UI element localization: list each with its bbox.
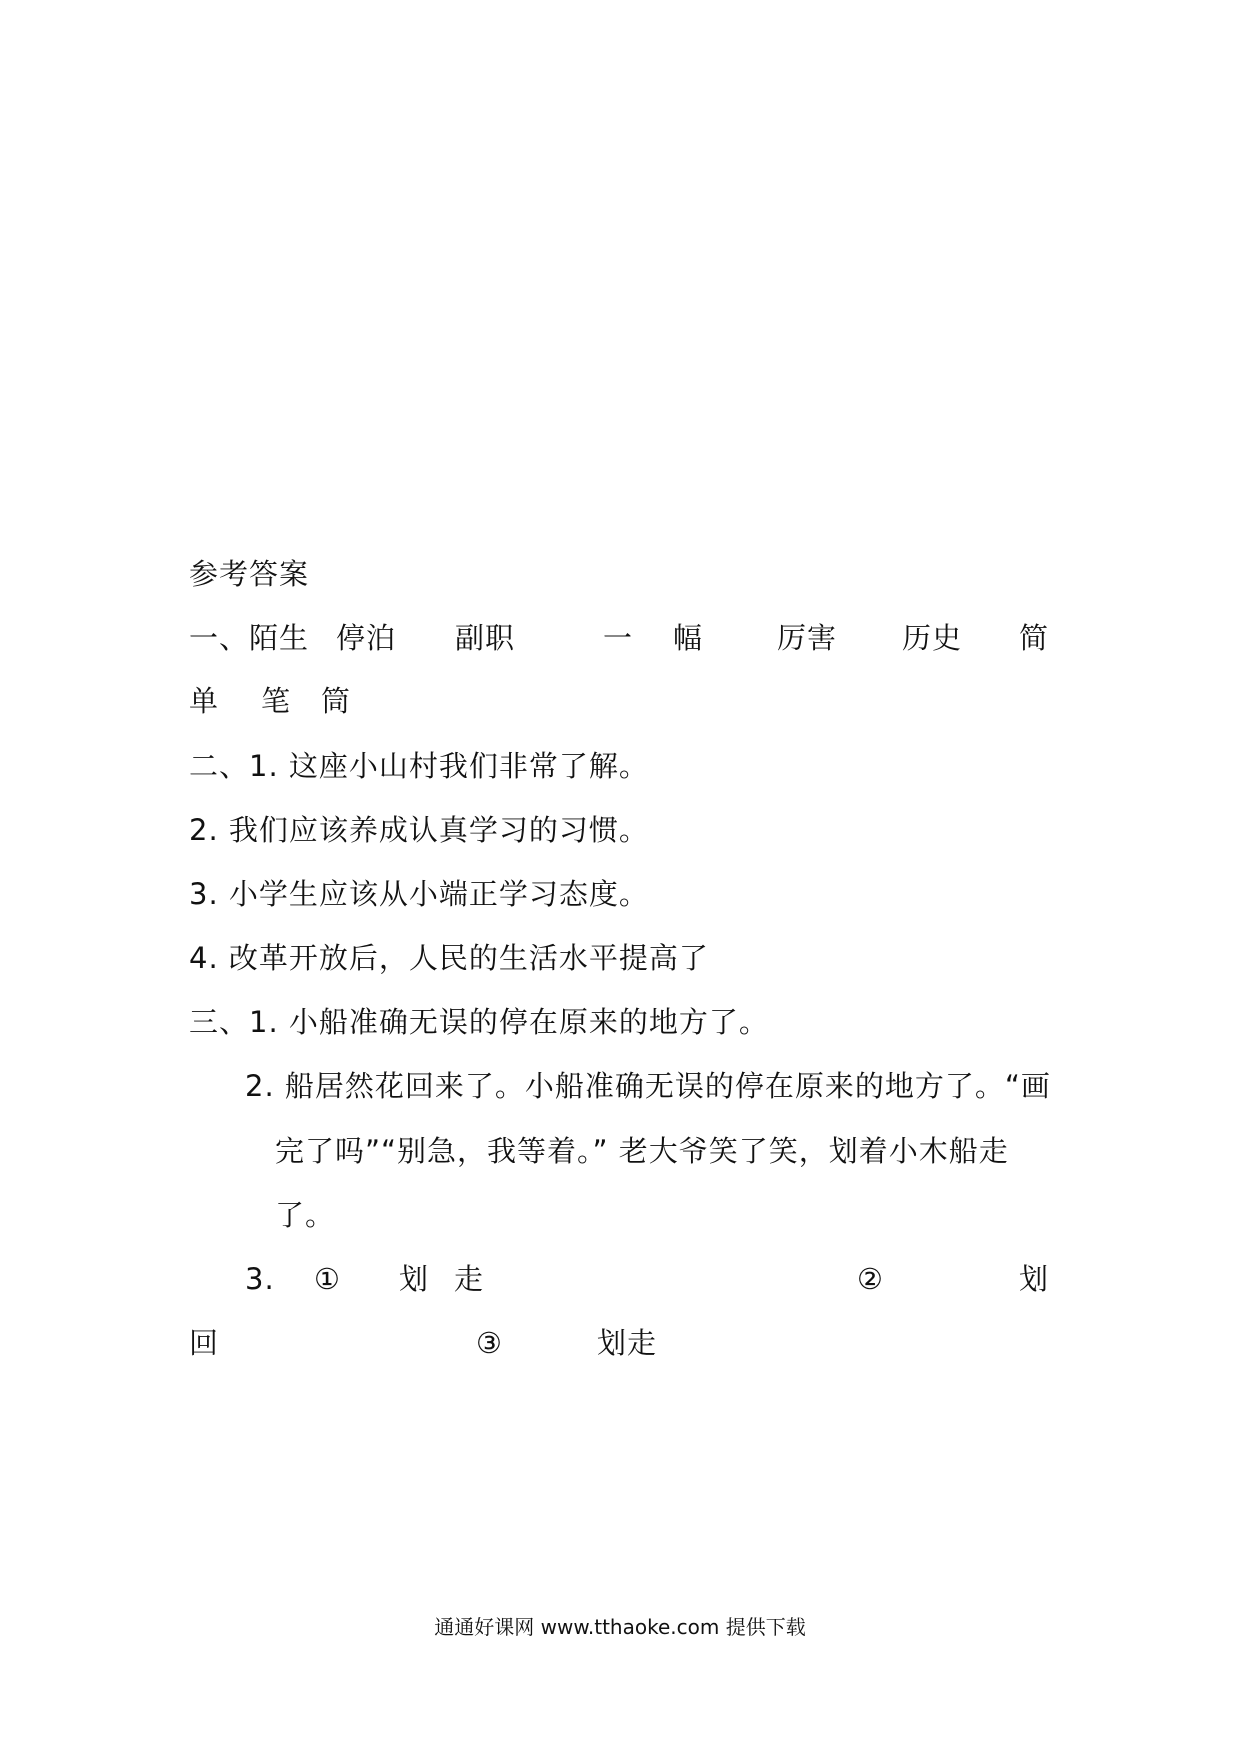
word: 幅 [673,621,704,655]
circled-number: ① [314,1262,341,1296]
section3-item-2-line1: 2. 船居然花回来了。小船准确无误的停在原来的地方了。“画 [245,1069,1051,1103]
section3-item-1: 三、1. 小船准确无误的停在原来的地方了。 [189,1005,769,1039]
word: 厉害 [777,621,838,655]
word: 一 [603,621,634,655]
word: 历史 [902,621,963,655]
section2-item-4: 4. 改革开放后，人民的生活水平提高了 [189,941,709,975]
answer-title: 参考答案 [189,557,310,591]
section3-item-2-line3: 了。 [275,1198,336,1232]
word: 划走 [597,1326,658,1360]
section2-item-3: 3. 小学生应该从小端正学习态度。 [189,877,649,911]
footer-source: 通通好课网 www.tthaoke.com 提供下载 [434,1615,806,1639]
word: 回 [189,1326,220,1360]
section3-item-2-line2: 完了吗”“别急，我等着。” 老大爷笑了笑，划着小木船走 [275,1134,1009,1168]
word: 副职 [455,621,516,655]
word: 笔 [261,684,292,718]
word: 走 [454,1262,485,1296]
word: 简 [1019,621,1050,655]
circled-number: ② [857,1262,884,1296]
word: 停泊 [336,621,397,655]
item-number: 3. [245,1262,275,1296]
word: 划 [399,1262,430,1296]
section2-item-2: 2. 我们应该养成认真学习的习惯。 [189,813,649,847]
circled-number: ③ [476,1326,503,1360]
word: 筒 [321,684,352,718]
word: 划 [1019,1262,1050,1296]
section2-item-1: 二、1. 这座小山村我们非常了解。 [189,749,649,783]
word: 单 [189,684,220,718]
word: 一、陌生 [189,621,310,655]
